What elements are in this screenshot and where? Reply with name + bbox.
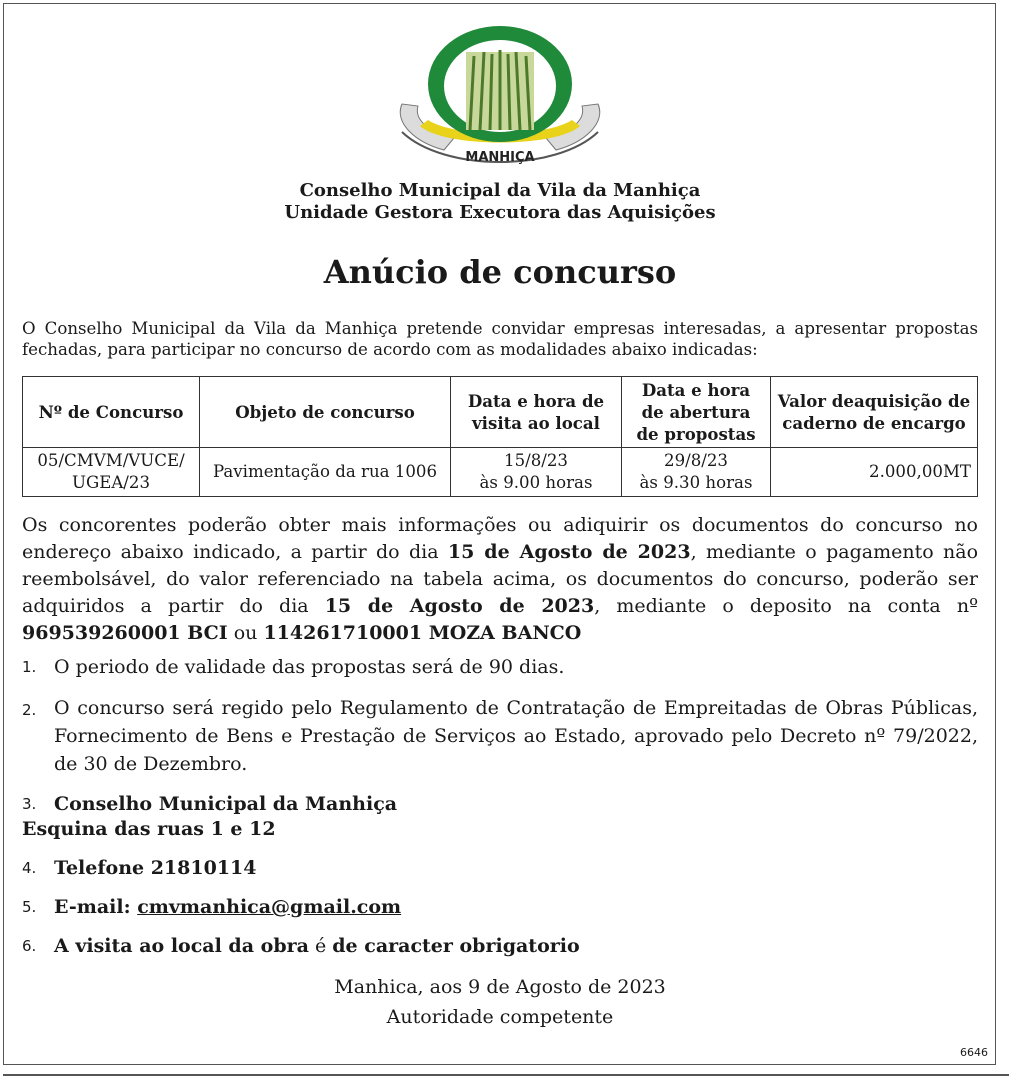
- tender-table: [22, 376, 978, 497]
- col-header-visit: Data e hora de visita ao local: [451, 377, 622, 448]
- deposit-date: 15 de Agosto de 2023: [324, 595, 595, 617]
- header-line-1: Conselho Municipal da Vila da Manhiça: [299, 180, 701, 201]
- conditions-list: [22, 655, 978, 959]
- col-header-opening: Data e hora de abertura de propostas: [622, 377, 771, 448]
- bank-account-bci: 969539260001 BCI: [22, 622, 228, 644]
- header-line-2: Unidade Gestora Executora das Aquisições: [284, 202, 716, 223]
- authority: Autoridade competente: [386, 1006, 614, 1028]
- info-paragraph: Os concorentes poderão obter mais informações ou adiquirir os documentos do concurso no endereço abaixo indicado, a partir do dia 15 de Agosto de 2023, mediante o pagamento não reembolsável, do valor referenciado na tabela acima, os documentos do concurso, poderão ser adquiridos a partir do dia 15 de Agosto de 2023, mediante o deposito na conta nº 969539260001 BCI ou 114261710001 MOZA BANCO: [22, 514, 979, 644]
- intro-paragraph: O Conselho Municipal da Vila da Manhiça pretende convidar empresas interesadas, a apresentar propostas fechadas, para participar no concurso de acordo com as modalidades abaixo indicadas:: [22, 319, 978, 359]
- list-item-visit: 6. A visita ao local da obra é de caracter obrigatorio: [22, 935, 580, 957]
- col-header-object: Objeto de concurso: [200, 377, 451, 448]
- list-item-address: 3. Conselho Municipal da Manhiça Esquina das ruas 1 e 12: [22, 793, 398, 840]
- place-date: Manhica, aos 9 de Agosto de 2023: [334, 976, 666, 998]
- table-row: [23, 448, 978, 497]
- bank-account-moza: 114261710001 MOZA BANCO: [263, 622, 582, 644]
- logo-text: MANHIÇA: [465, 150, 535, 165]
- closing: [0, 972, 1000, 1032]
- list-item-phone: 4. Telefone 21810114: [22, 857, 257, 879]
- start-date: 15 de Agosto de 2023: [447, 541, 691, 563]
- list-item-email: 5. E-mail: cmvmanhica@gmail.com: [22, 896, 402, 918]
- col-header-number: Nº de Concurso: [23, 377, 200, 448]
- cell-number: 05/CMVM/VUCE/ UGEA/23: [23, 448, 200, 497]
- cell-visit: 15/8/23 às 9.00 horas: [451, 448, 622, 497]
- reference-number: 6646: [960, 1046, 988, 1059]
- cell-value: 2.000,00MT: [771, 448, 978, 497]
- page-title: Anúcio de concurso: [323, 253, 677, 291]
- list-item: 1. O periodo de validade das propostas será de 90 dias.: [22, 656, 565, 678]
- email-link[interactable]: cmvmanhica@gmail.com: [137, 896, 402, 918]
- cell-opening: 29/8/23 às 9.30 horas: [622, 448, 771, 497]
- municipal-logo: [384, 22, 616, 172]
- col-header-value: Valor deaquisição de caderno de encargo: [771, 377, 978, 448]
- list-item: 2. O concurso será regido pelo Regulamento de Contratação de Empreitadas de Obras Públicas, Fornecimento de Bens e Prestação de Serviços ao Estado, aprovado pelo Decreto nº 79/2022, de 30 de Dezembro.: [22, 697, 978, 775]
- table-header-row: [23, 377, 978, 448]
- cell-object: Pavimentação da rua 1006: [200, 448, 451, 497]
- bottom-rule: [3, 1074, 1009, 1076]
- header: [0, 180, 1000, 224]
